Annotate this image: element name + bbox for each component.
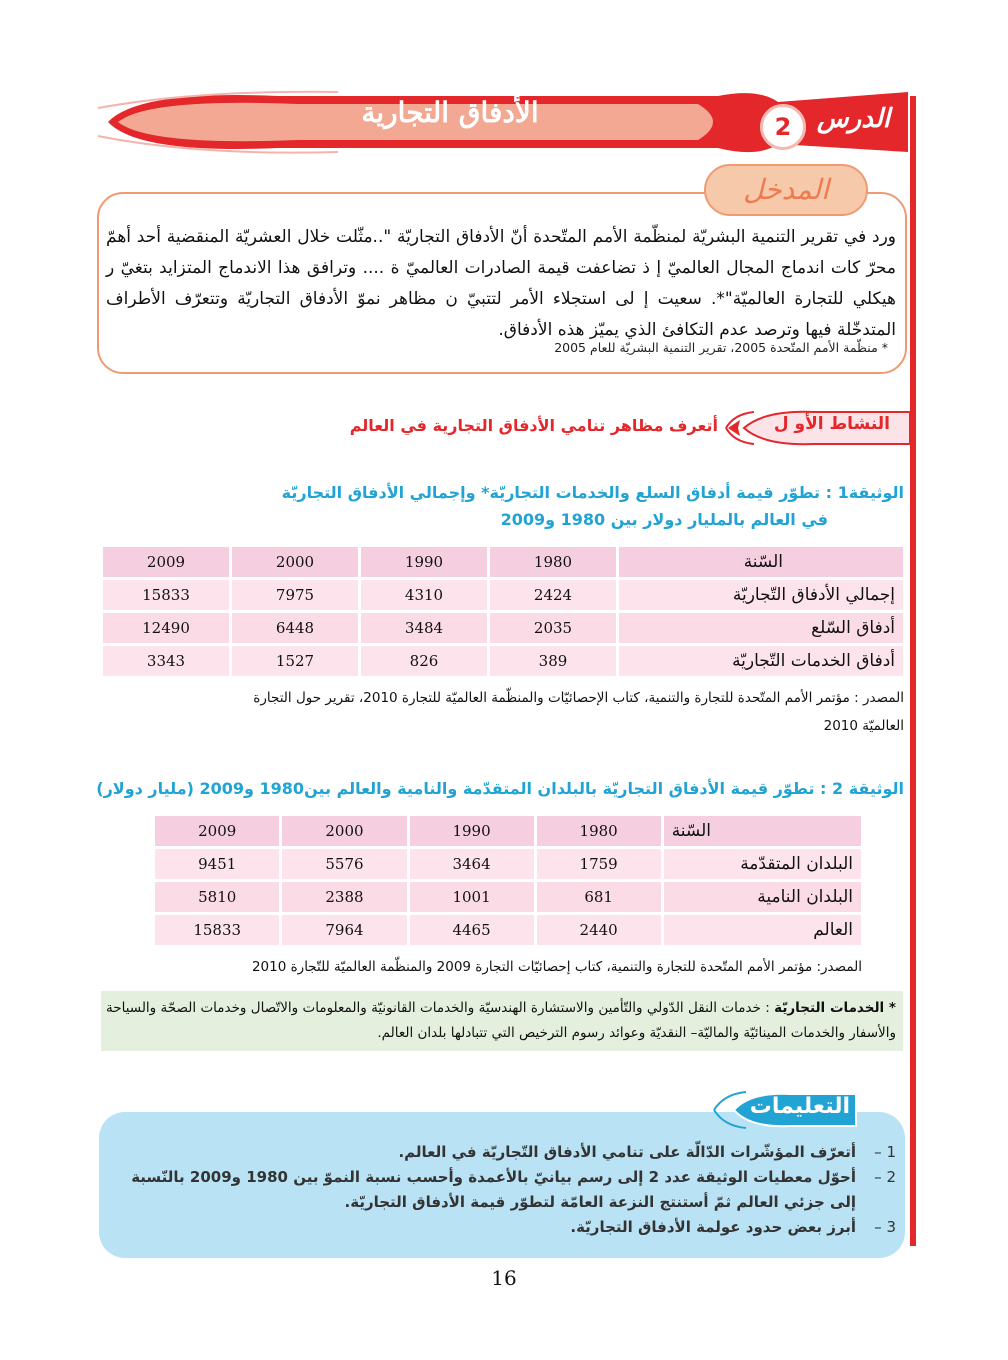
doc1-table	[100, 544, 906, 679]
table-cell: 1527	[231, 645, 360, 678]
list-item-text: أحوّل معطيات الوثيقة عدد 2 إلى رسم بيانيّ بالأعمدة وأحسب نسبة النموّ بين 1980 و2009 بالنّسبة إلى جزئي العالم ثمّ أستنتج النزعة العامّة لتطوّر قيمة الأدفاق التجاريّة.	[131, 1168, 856, 1211]
intro-paragraph: ورد في تقرير التنمية البشريّة لمنظّمة الأمم المتّحدة أنّ الأدفاق التجاريّة "..مثّلت خلال العشريّة المنقضية أحد أهمّ محرّ كات اندماج المجال العالميّ إ ذ تضاعفت قيمة الصادرات العالميّ ة .... وترافق هذا الاندماج المتزايد بتغيّ ر هيكلي للتجارة العالميّة"*. سعيت إ لى استجلاء الأمر لتتبيّ ن مظاهر نموّ الأدفاق التجاريّة وتتعرّف الأطراف المتدخّلة فيها وترصد عدم التكافئ الذي يميّز هذه الأدفاق.	[106, 227, 896, 340]
doc1-source-line2: العالميّة 2010	[823, 718, 904, 734]
table-row-label: البلدان المتقدّمة	[662, 848, 862, 881]
table-cell: 826	[360, 645, 489, 678]
table-year: 2000	[231, 546, 360, 579]
table-cell: 1759	[535, 848, 662, 881]
list-item-number: 2 –	[874, 1168, 896, 1186]
activity-title: أتعرف مظاهر تنامي الأدفاق التجارية في العالم	[349, 416, 718, 435]
table-cell: 3464	[408, 848, 535, 881]
table-row	[154, 914, 863, 947]
table-row	[154, 848, 863, 881]
table-year: 1990	[360, 546, 489, 579]
definition-term: * الخدمات التجاريّة	[774, 1000, 896, 1016]
activity-label: النشاط الأو ل	[773, 414, 890, 434]
list-item-text: أبرز بعض حدود عولمة الأدفاق التجاريّة.	[570, 1218, 856, 1236]
list-item	[116, 1215, 896, 1240]
instructions-list	[116, 1140, 896, 1240]
table-cell: 4310	[360, 579, 489, 612]
doc1-source-line1: المصدر : مؤتمر الأمم المتّحدة للتجارة والتنمية، كتاب الإحصائيّات والمنظّمة العالميّة للتجارة 2010، تقرير حول التجارة	[253, 690, 904, 706]
table-year: 2000	[281, 815, 408, 848]
list-item	[116, 1165, 896, 1215]
page-edge-rule	[910, 96, 916, 1246]
table-cell: 5810	[154, 881, 281, 914]
lesson-label: الدرس	[816, 104, 890, 134]
table-cell: 3343	[102, 645, 231, 678]
intro-tab-label: المدخل	[743, 173, 829, 206]
table-cell: 2424	[489, 579, 618, 612]
doc1-title-line1: الوثيقة1 : تطوّر قيمة أدفاق السلع والخدمات التجاريّة* وإجمالي الأدفاق التجاريّة	[281, 483, 904, 502]
table-cell: 2440	[535, 914, 662, 947]
table-cell: 6448	[231, 612, 360, 645]
list-item	[116, 1140, 896, 1165]
definition-body: : خدمات النقل الدّولي والتّأمين والاستشارة الهندسيّة والخدمات القانونيّة والمعلومات والاتّصال وخدمات الصحّة والسياحة والأسفار والخدمات المينائيّة والماليّة– النقديّة وعوائد رسوم الترخيص التي تتبادلها بلدان العالم.	[106, 1000, 896, 1041]
table-header-row	[102, 546, 905, 579]
doc2-title: الوثيقة 2 : تطوّر قيمة الأدفاق التجاريّة بالبلدان المتقدّمة والنامية والعالم بين1980 و2009 (مليار دولار)	[96, 779, 904, 798]
table-cell: 5576	[281, 848, 408, 881]
table-cell: 2388	[281, 881, 408, 914]
lesson-title: الأدفاق التجارية	[361, 96, 539, 129]
intro-tab	[704, 164, 868, 216]
definition-text	[106, 996, 896, 1046]
table-year: 1980	[489, 546, 618, 579]
table-row-label: أدفاق الخدمات التّجاريّة	[618, 645, 905, 678]
list-item-number: 1 –	[874, 1143, 896, 1161]
table-year: 1990	[408, 815, 535, 848]
table-cell: 15833	[102, 579, 231, 612]
table-year: 2009	[102, 546, 231, 579]
table-year: 1980	[535, 815, 662, 848]
table-row	[102, 612, 905, 645]
page-number: 16	[491, 1266, 517, 1290]
table-row-label: إجمالي الأدفاق التّجاريّة	[618, 579, 905, 612]
table-cell: 681	[535, 881, 662, 914]
intro-footnote: * منظّمة الأمم المتّحدة 2005، تقرير التنمية البشريّة للعام 2005	[554, 340, 888, 355]
table-year: 2009	[154, 815, 281, 848]
table-cell: 15833	[154, 914, 281, 947]
table-cell: 4465	[408, 914, 535, 947]
table-header-label: السّنة	[618, 546, 905, 579]
table-row-label: البلدان النامية	[662, 881, 862, 914]
lesson-number-badge: 2	[760, 104, 806, 150]
table-cell: 7975	[231, 579, 360, 612]
table-header-row	[154, 815, 863, 848]
table-cell: 12490	[102, 612, 231, 645]
list-item-text: أتعرّف المؤشّرات الدّالّة على تنامي الأدفاق التّجاريّة في العالم.	[398, 1143, 856, 1161]
table-row-label: أدفاق السّلع	[618, 612, 905, 645]
table-row	[102, 645, 905, 678]
doc2-table	[152, 813, 864, 948]
table-row	[102, 579, 905, 612]
table-cell: 1001	[408, 881, 535, 914]
doc1-title-line2: في العالم بالمليار دولار بين 1980 و2009	[500, 510, 828, 529]
doc2-source: المصدر: مؤتمر الأمم المتّحدة للتجارة والتنمية، كتاب إحصائيّات التجارة 2009 والمنظّمة العالميّة للتّجارة 2010	[251, 959, 862, 975]
table-row-label: العالم	[662, 914, 862, 947]
table-header-label: السّنة	[662, 815, 862, 848]
instructions-label: التعليمات	[749, 1094, 850, 1119]
table-cell: 7964	[281, 914, 408, 947]
table-cell: 389	[489, 645, 618, 678]
list-item-number: 3 –	[874, 1218, 896, 1236]
table-row	[154, 881, 863, 914]
table-cell: 2035	[489, 612, 618, 645]
table-cell: 9451	[154, 848, 281, 881]
table-cell: 3484	[360, 612, 489, 645]
